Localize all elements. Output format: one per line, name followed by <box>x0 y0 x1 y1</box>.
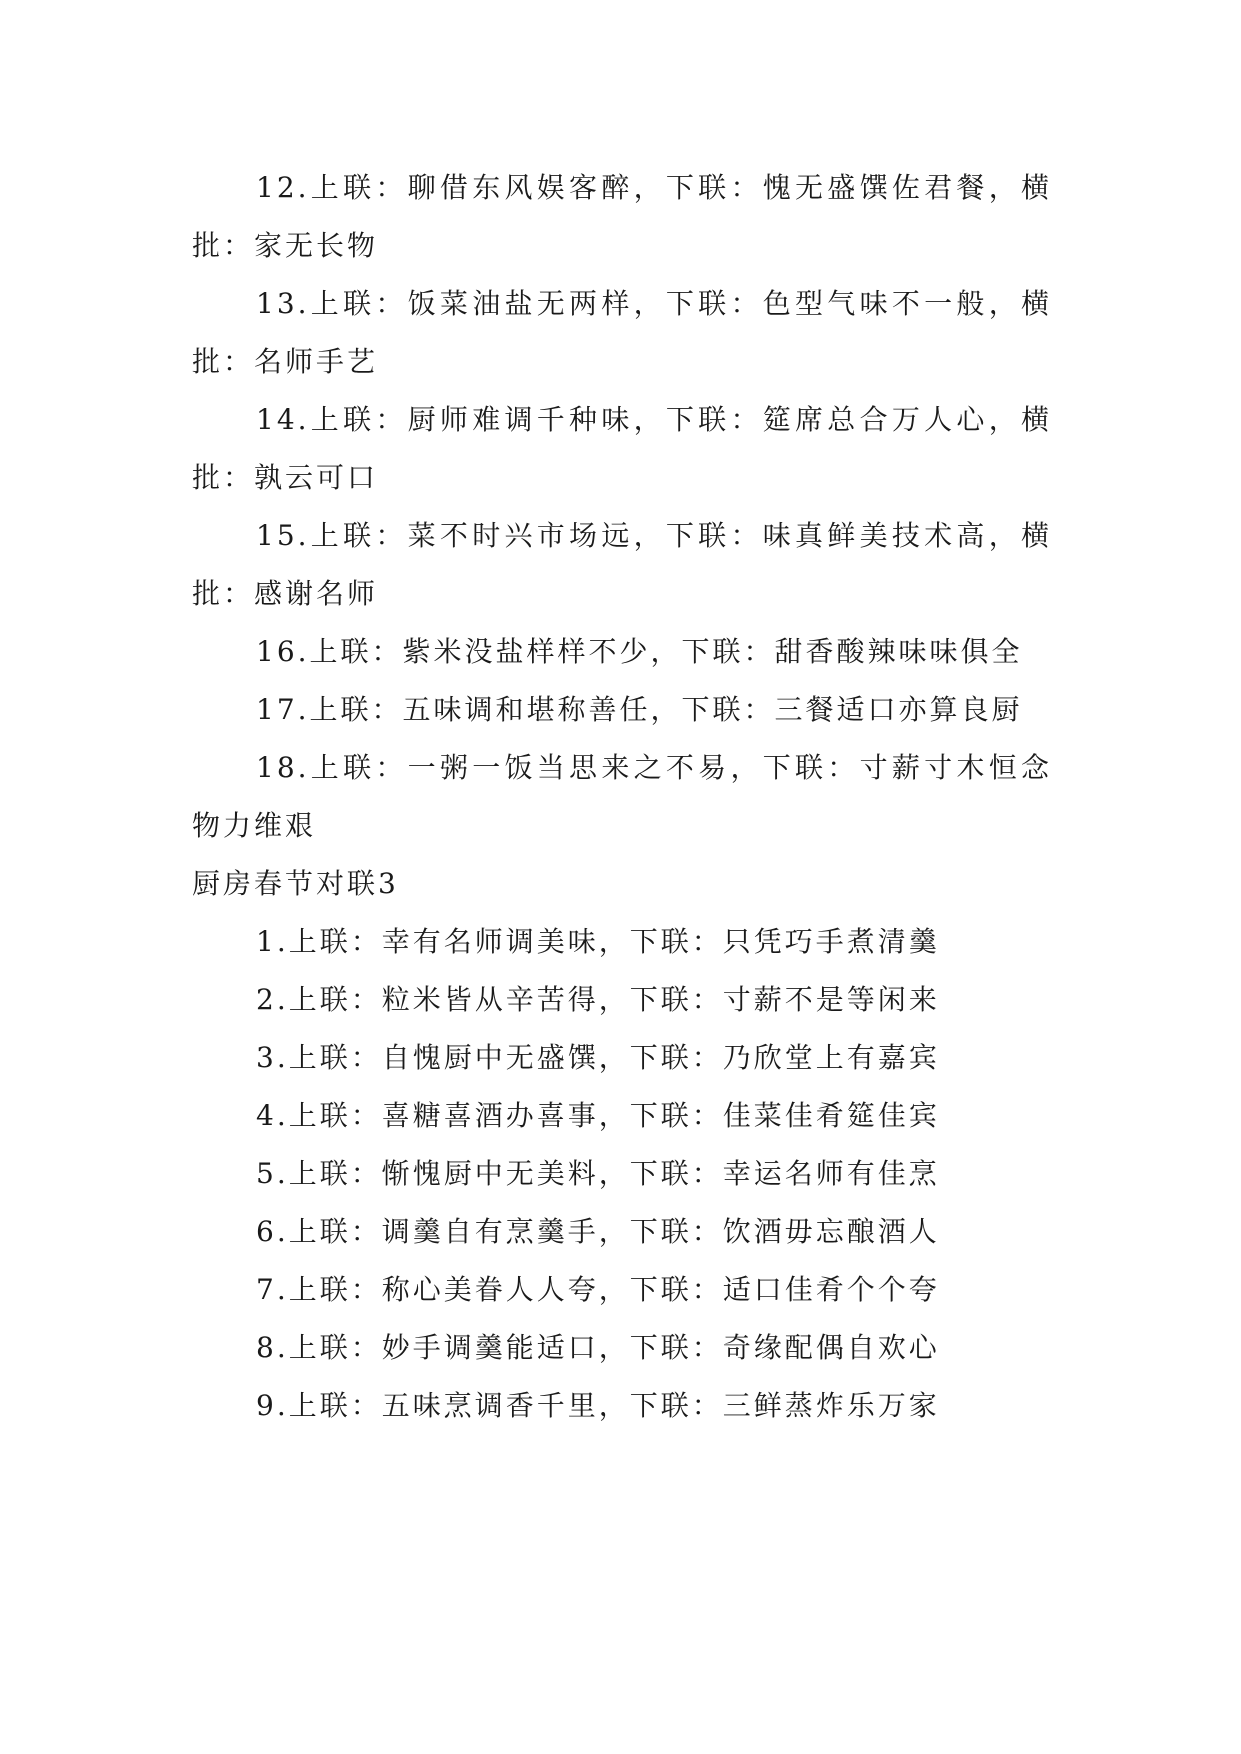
couplet-item-7: 7.上联：称心美眷人人夸，下联：适口佳肴个个夸 <box>256 1273 940 1306</box>
couplet-item-8: 8.上联：妙手调羹能适口，下联：奇缘配偶自欢心 <box>256 1331 940 1364</box>
section-heading: 厨房春节对联3 <box>192 867 399 900</box>
couplet-paragraph-13: 13.上联：饭菜油盐无两样，下联：色型气味不一般，横批：名师手艺 <box>192 287 1052 378</box>
couplet-item-3: 3.上联：自愧厨中无盛馔，下联：乃欣堂上有嘉宾 <box>256 1041 940 1074</box>
couplet-paragraph-12: 12.上联：聊借东风娱客醉，下联：愧无盛馔佐君餐，横批：家无长物 <box>192 171 1052 262</box>
couplet-item-1: 1.上联：幸有名师调美味，下联：只凭巧手煮清羹 <box>256 925 940 958</box>
couplet-item-2: 2.上联：粒米皆从辛苦得，下联：寸薪不是等闲来 <box>256 983 940 1016</box>
couplet-item-9: 9.上联：五味烹调香千里，下联：三鲜蒸炸乐万家 <box>256 1389 940 1422</box>
couplet-item-4: 4.上联：喜糖喜酒办喜事，下联：佳菜佳肴筵佳宾 <box>256 1099 940 1132</box>
couplet-paragraph-14: 14.上联：厨师难调千种味，下联：筵席总合万人心，横批：孰云可口 <box>192 403 1052 494</box>
couplet-paragraph-16: 16.上联：紫米没盐样样不少，下联：甜香酸辣味味俱全 <box>256 635 1023 668</box>
couplet-item-6: 6.上联：调羹自有烹羹手，下联：饮酒毋忘酿酒人 <box>256 1215 940 1248</box>
document-body <box>192 159 1052 1435</box>
couplet-paragraph-17: 17.上联：五味调和堪称善任，下联：三餐适口亦算良厨 <box>256 693 1023 726</box>
couplet-paragraph-15: 15.上联：菜不时兴市场远，下联：味真鲜美技术高，横批：感谢名师 <box>192 519 1052 610</box>
couplet-item-5: 5.上联：惭愧厨中无美料，下联：幸运名师有佳烹 <box>256 1157 940 1190</box>
couplet-paragraph-18: 18.上联：一粥一饭当思来之不易，下联：寸薪寸木恒念物力维艰 <box>192 751 1052 842</box>
